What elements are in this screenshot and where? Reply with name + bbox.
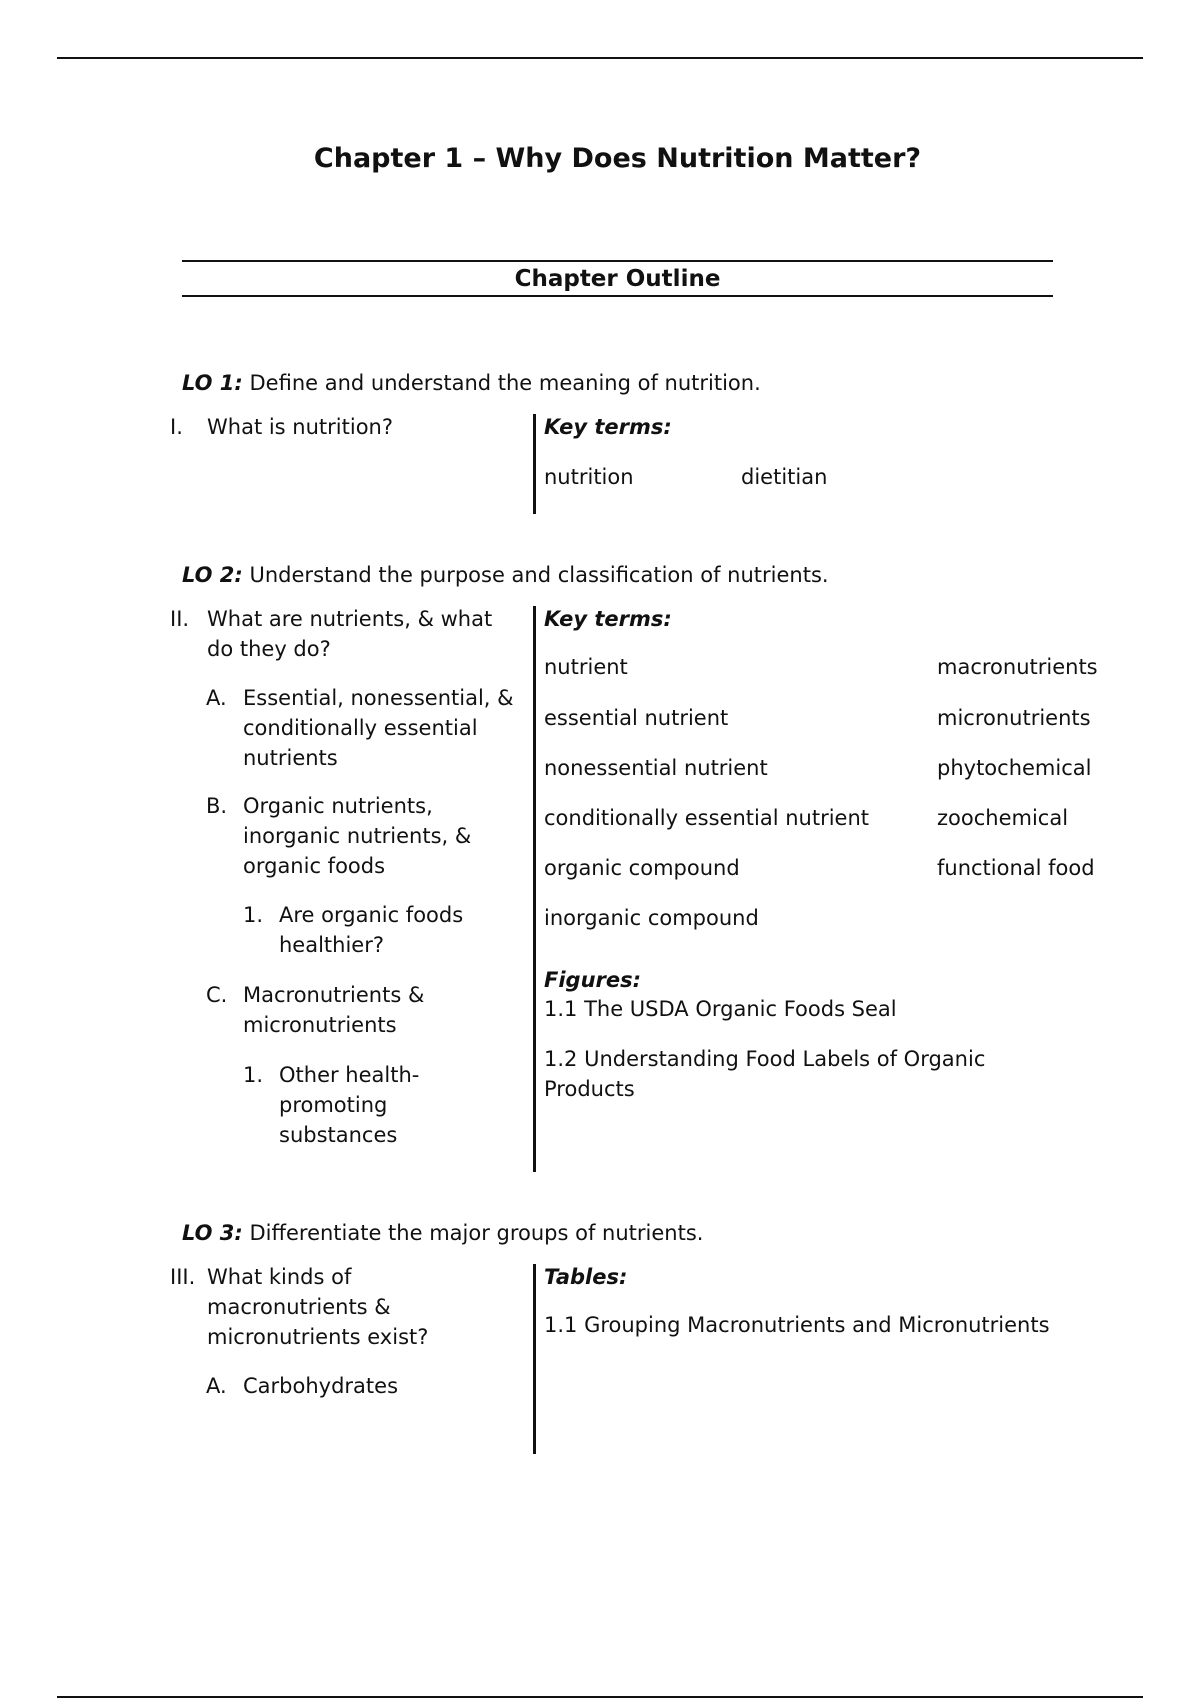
outline-text: What are nutrients, & what do they do?: [207, 607, 493, 661]
chapter-outline-heading: [182, 260, 1053, 297]
key-term: functional food: [937, 856, 1095, 880]
outline-item: [170, 1262, 467, 1352]
outline-text: Carbohydrates: [243, 1374, 399, 1398]
lo-label: LO 1:: [182, 371, 243, 395]
learning-objective-3: [182, 1221, 703, 1245]
bottom-rule: [57, 1696, 1143, 1698]
outline-item: [170, 412, 510, 442]
table-item: 1.1 Grouping Macronutrients and Micronutrients: [544, 1313, 1050, 1337]
column-divider: [533, 414, 536, 514]
figure-item: 1.1 The USDA Organic Foods Seal: [544, 997, 897, 1021]
outline-item: [206, 791, 503, 881]
outline-item: [206, 1371, 473, 1401]
key-term: phytochemical: [937, 756, 1092, 780]
page-title: Chapter 1 – Why Does Nutrition Matter?: [313, 143, 922, 174]
lo-text: Define and understand the meaning of nutrition.: [249, 371, 761, 395]
chapter-outline-label: Chapter Outline: [514, 265, 721, 292]
lo-label: LO 3:: [182, 1221, 243, 1245]
outline-text: Are organic foods healthier?: [279, 903, 464, 957]
outline-item: [170, 604, 517, 664]
lo-label: LO 2:: [182, 563, 243, 587]
lo-text: Differentiate the major groups of nutrients.: [249, 1221, 704, 1245]
key-term: macronutrients: [937, 655, 1098, 679]
figure-item: 1.2 Understanding Food Labels of Organic Products: [544, 1047, 986, 1101]
figures-label: Figures:: [544, 968, 642, 992]
outline-text: What is nutrition?: [207, 415, 393, 439]
outline-marker: A.: [206, 1374, 227, 1398]
key-term: zoochemical: [937, 806, 1069, 830]
outline-text: Organic nutrients, inorganic nutrients, & organic foods: [243, 794, 472, 878]
outline-item: [206, 980, 473, 1040]
key-terms-label: Key terms:: [544, 415, 672, 439]
outline-item: [206, 683, 521, 773]
outline-text: Essential, nonessential, & conditionally essential nutrients: [243, 686, 514, 770]
learning-objective-1: [182, 371, 761, 395]
outline-item: [243, 1060, 439, 1150]
column-divider: [533, 606, 536, 1172]
outline-item: [243, 900, 504, 960]
outline-marker: 1.: [243, 903, 264, 927]
lo-text: Understand the purpose and classification of nutrients.: [249, 563, 829, 587]
key-term: conditionally essential nutrient: [544, 806, 869, 830]
key-term: nutrient: [544, 655, 628, 679]
key-term: nutrition: [544, 465, 634, 489]
key-term: micronutrients: [937, 706, 1091, 730]
key-term: inorganic compound: [544, 906, 759, 930]
key-term: organic compound: [544, 856, 740, 880]
outline-text: What kinds of macronutrients & micronutrients exist?: [207, 1265, 429, 1349]
outline-marker: 1.: [243, 1063, 264, 1087]
key-terms-label: Key terms:: [544, 607, 672, 631]
top-rule: [57, 57, 1143, 59]
learning-objective-2: [182, 563, 829, 587]
column-divider: [533, 1264, 536, 1454]
key-term: essential nutrient: [544, 706, 729, 730]
outline-marker: C.: [206, 983, 228, 1007]
outline-marker: II.: [170, 607, 190, 631]
outline-marker: III.: [170, 1265, 196, 1289]
tables-label: Tables:: [544, 1265, 628, 1289]
key-term: nonessential nutrient: [544, 756, 768, 780]
outline-text: Other health-promoting substances: [279, 1063, 420, 1147]
outline-marker: B.: [206, 794, 228, 818]
outline-text: Macronutrients & micronutrients: [243, 983, 425, 1037]
outline-marker: A.: [206, 686, 227, 710]
key-term: dietitian: [741, 465, 828, 489]
outline-marker: I.: [170, 415, 183, 439]
